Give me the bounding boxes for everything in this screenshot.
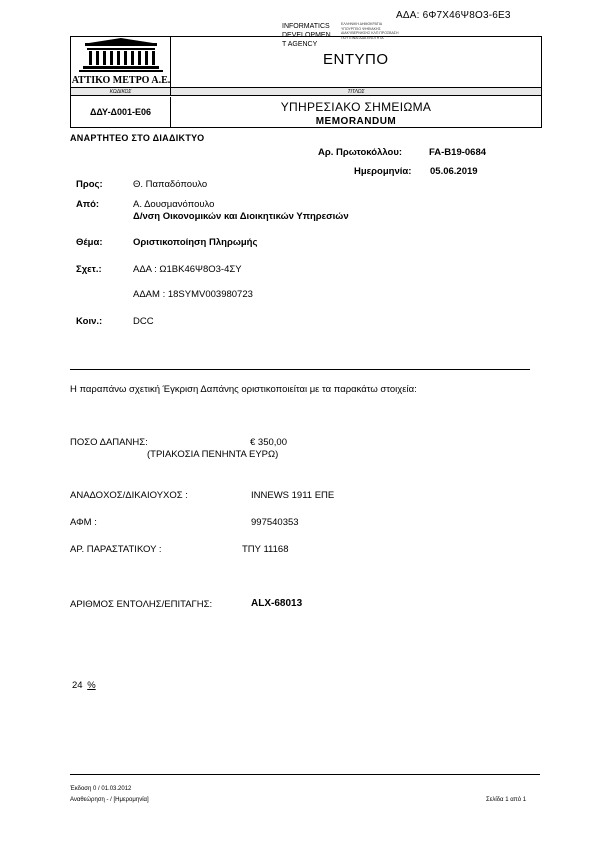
agency-line-2: DEVELOPMEN — [282, 32, 331, 39]
separator-line — [70, 369, 530, 370]
intro-text: Η παραπάνω σχετική Έγκριση Δαπάνης οριστικοποιείται με τα παρακάτω στοιχεία: — [70, 384, 417, 395]
agency-line-3: T AGENCY — [282, 41, 318, 48]
agency-line-1: INFORMATICS — [282, 23, 330, 30]
reference-label: Σχετ.: — [76, 264, 102, 275]
vat-rate — [72, 680, 96, 691]
cc-label: Κοιν.: — [76, 316, 103, 327]
footer-edition: Έκδοση 0 / 01.03.2012 — [70, 786, 132, 792]
reference-adam: ΑΔΑΜ : 18SYMV003980723 — [133, 289, 253, 300]
code-header: ΚΩΔΙΚΟΣ — [71, 88, 171, 96]
logo-cell — [71, 37, 171, 88]
vat-percent-symbol: % — [87, 680, 96, 691]
amount-label: ΠΟΣΟ ΔΑΠΑΝΗΣ: — [70, 437, 148, 448]
cc-value: DCC — [133, 316, 154, 327]
document-title — [171, 97, 541, 127]
footer-separator — [70, 774, 540, 775]
reference-ada: ΑΔΑ : Ω1ΒΚ46Ψ8Ο3-4ΣΥ — [133, 264, 242, 275]
contractor-value: INNEWS 1911 ΕΠΕ — [251, 490, 335, 501]
amount-value: € 350,00 — [250, 437, 287, 448]
to-value: Θ. Παπαδόπουλο — [133, 179, 208, 190]
ada-code: ΑΔΑ: 6Φ7Χ46Ψ8Ο3-6Ε3 — [396, 10, 511, 21]
order-label: ΑΡΙΘΜΟΣ ΕΝΤΟΛΗΣ/ΕΠΙΤΑΓΗΣ: — [70, 599, 213, 610]
afm-label: ΑΦΜ : — [70, 517, 97, 528]
date-label: Ημερομηνία: — [354, 166, 412, 177]
protocol-value: FA-B19-0684 — [429, 147, 487, 158]
agency-small-text: ΕΛΛΗΝΙΚΗ ΔΗΜΟΚΡΑΤΙΑ ΥΠΟΥΡΓΕΙΟ ΨΗΦΙΑΚΗΣ ΔΙΑΚΥΒΕΡΝΗΣΗΣ ΚΛΠ ΠΡΟΣΒΑΣΗ ΠΟΥ ΕΙΝΑΙ ΑΔΑ ΕΝΟΤΗΤΑ — [341, 22, 399, 40]
title-header: ΤΙΤΛΟΣ — [347, 89, 365, 95]
date-value: 05.06.2019 — [430, 166, 478, 177]
document-number-value: ΤΠΥ 11168 — [242, 544, 289, 555]
title-english: MEMORANDUM — [315, 116, 397, 127]
to-label: Προς: — [76, 179, 103, 190]
vat-number: 24 — [72, 680, 83, 691]
contractor-label: ΑΝΑΔΟΧΟΣ/ΔΙΚΑΙΟΥΧΟΣ : — [70, 490, 188, 501]
document-header-table — [70, 36, 542, 128]
logo-text: ΑΤΤΙΚΟ ΜΕΤΡΟ Α.Ε. — [71, 75, 171, 86]
subject-label: Θέμα: — [76, 237, 103, 248]
metro-logo-icon — [71, 37, 171, 88]
document-code: ΔΔΥ-Δ001-Ε06 — [71, 97, 171, 127]
afm-value: 997540353 — [251, 517, 299, 528]
footer-page-number: Σελίδα 1 από 1 — [486, 797, 527, 803]
order-value: ALX-68013 — [251, 598, 303, 609]
form-label: ΕΝΤΥΠΟ — [323, 51, 389, 68]
subject-value: Οριστικοποίηση Πληρωμής — [133, 237, 258, 248]
from-department: Δ/νση Οικονομικών και Διοικητικών Υπηρεσιών — [133, 211, 349, 222]
protocol-label: Αρ. Πρωτοκόλλου: — [318, 147, 403, 158]
publish-note: ΑΝΑΡΤΗΤΕΟ ΣΤΟ ΔΙΑΔΙΚΤΥΟ — [70, 133, 205, 143]
from-name: Α. Δουσμανόπουλο — [133, 199, 215, 210]
document-number-label: ΑΡ. ΠΑΡΑΣΤΑΤΙΚΟΥ : — [70, 544, 162, 555]
amount-words: (ΤΡΙΑΚΟΣΙΑ ΠΕΝΗΝΤΑ ΕΥΡΩ) — [147, 449, 279, 460]
header-label-row — [71, 88, 541, 96]
footer-revision: Αναθεώρηση - / [Ημερομηνία] — [70, 797, 149, 803]
title-greek: ΥΠΗΡΕΣΙΑΚΟ ΣΗΜΕΙΩΜΑ — [280, 100, 432, 114]
from-label: Από: — [76, 199, 100, 210]
